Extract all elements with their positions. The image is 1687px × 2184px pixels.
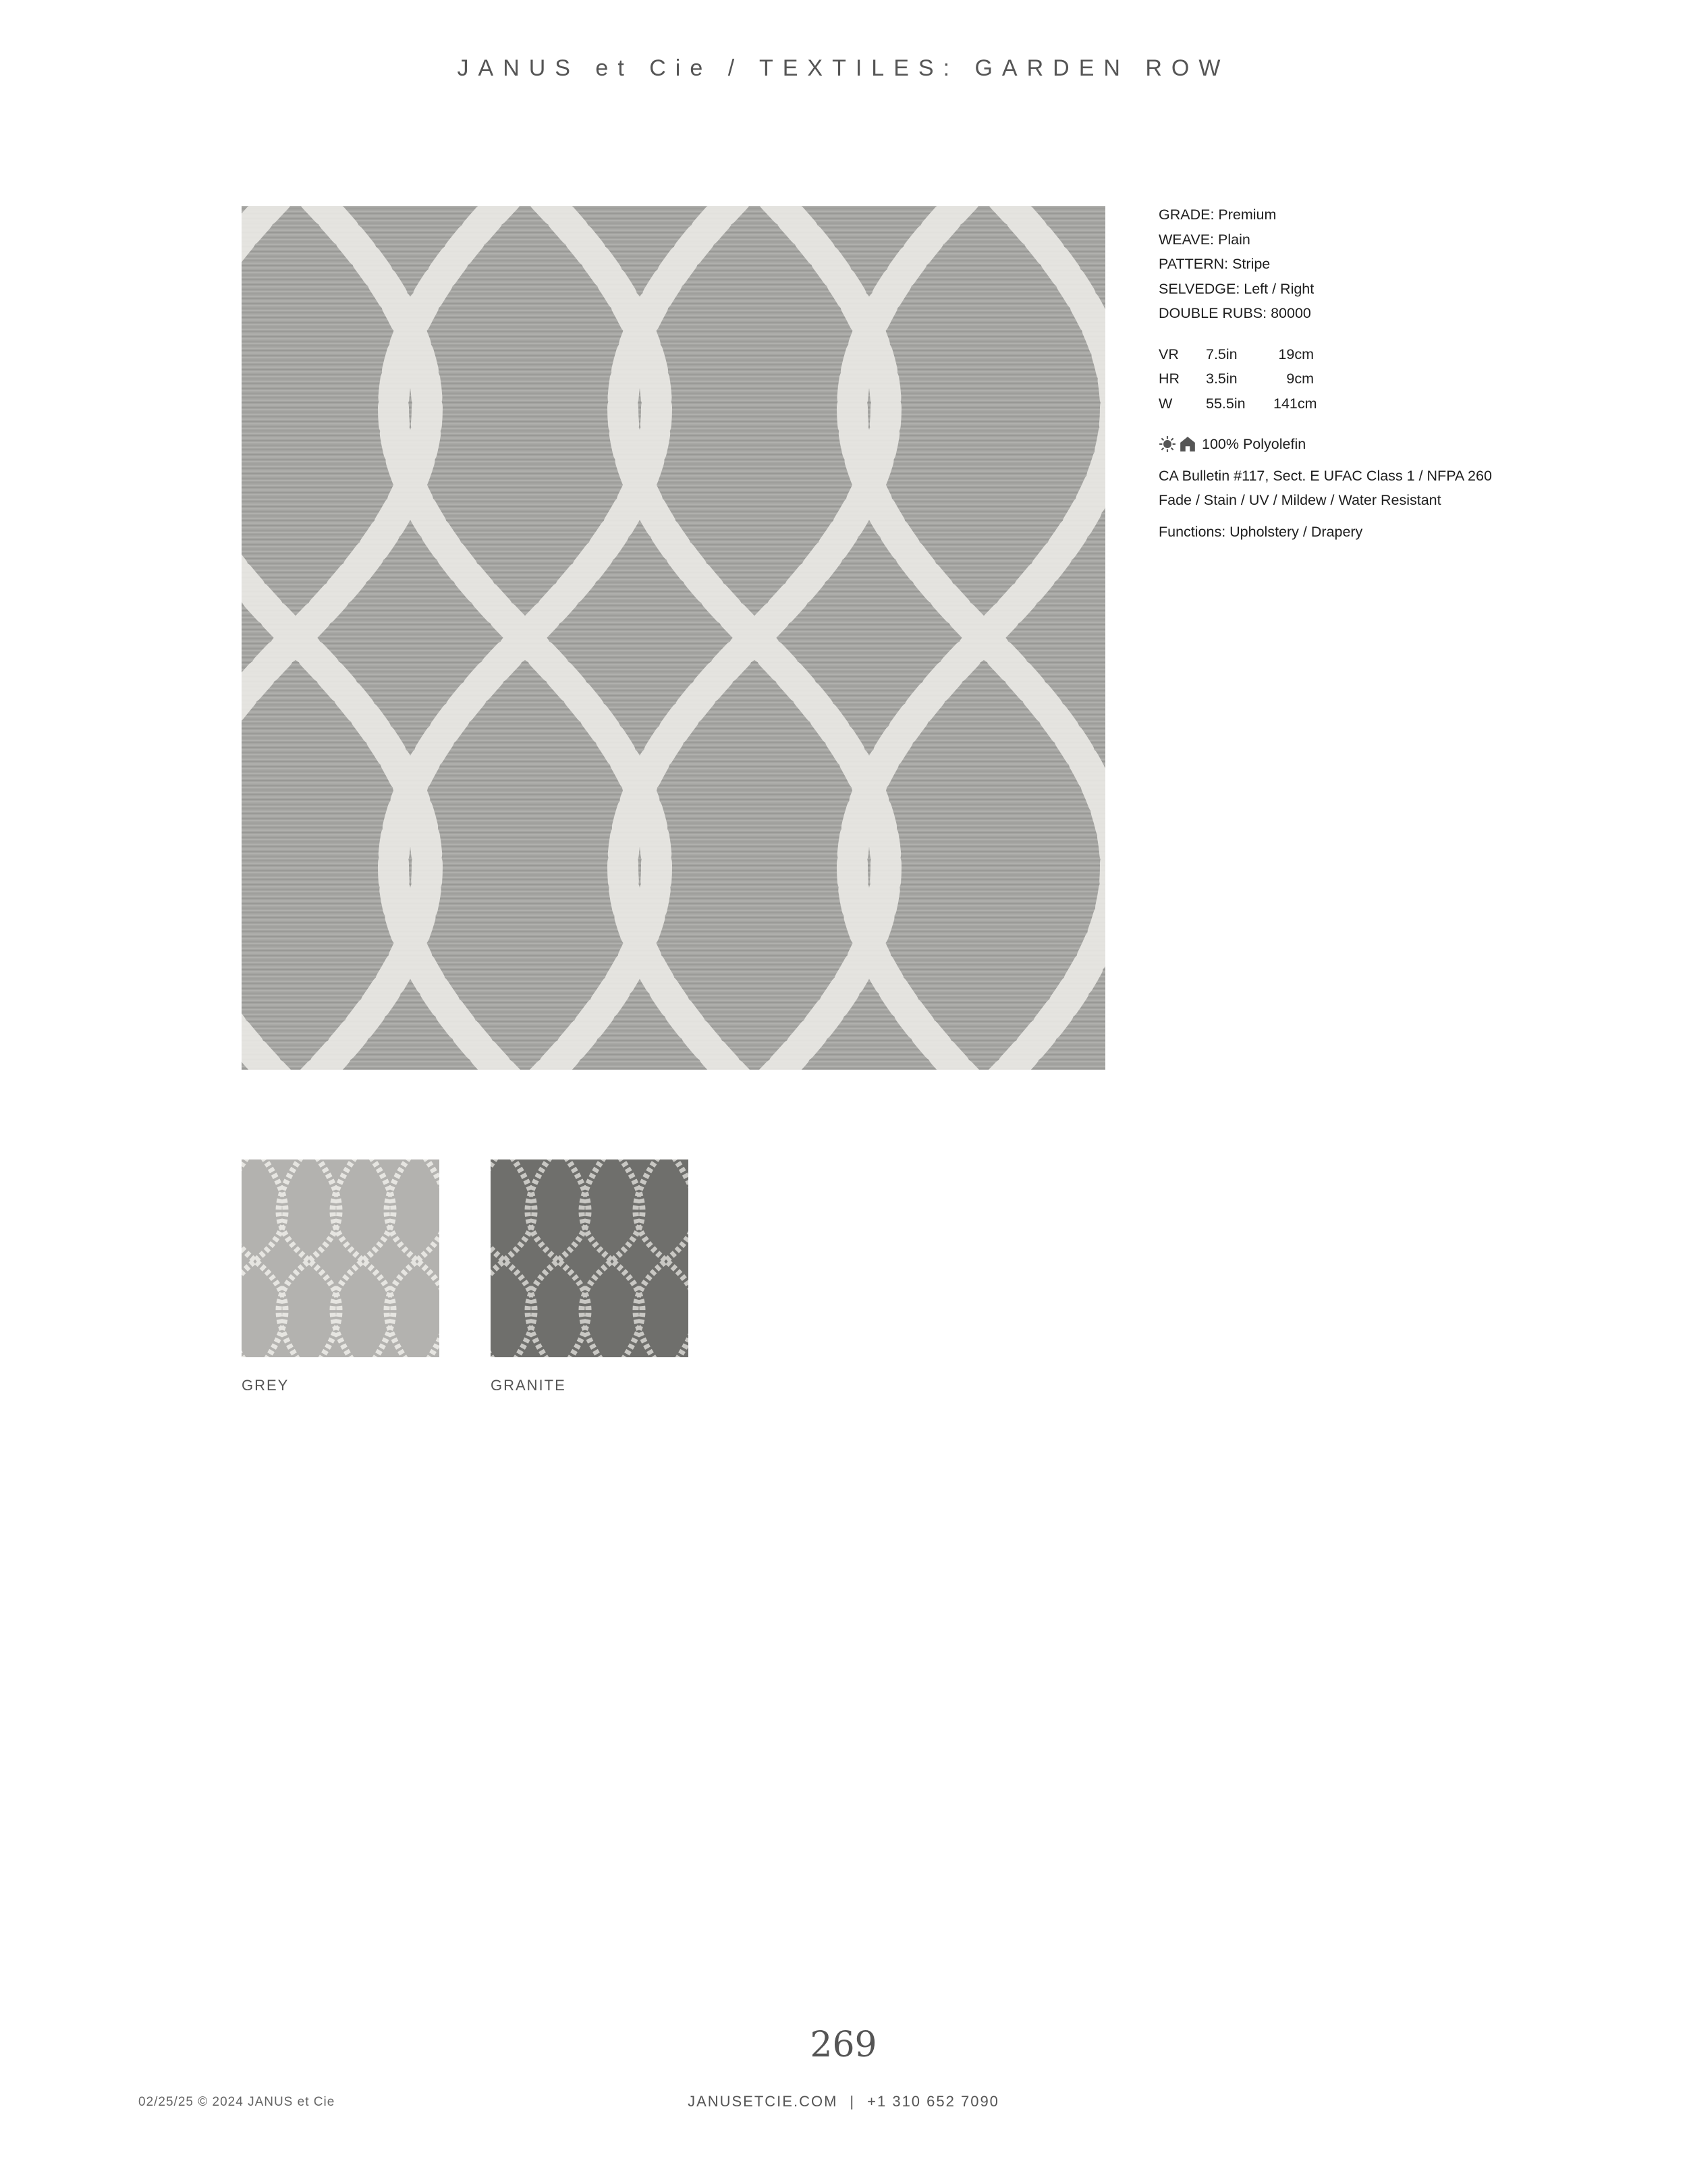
- dimension-row-vr: [1159, 342, 1631, 367]
- spec-double-rubs: DOUBLE RUBS: 80000: [1159, 305, 1311, 321]
- page-number: 269: [810, 2025, 877, 2065]
- fiber-content: 100% Polyolefin: [1202, 436, 1306, 452]
- dimension-inches: 7.5in: [1206, 346, 1238, 362]
- dimension-row-w: [1159, 391, 1631, 416]
- dimension-label: HR: [1159, 371, 1180, 387]
- home-icon: [1179, 435, 1196, 453]
- dimension-cm: 19cm: [1278, 346, 1314, 362]
- spec-pattern: PATTERN: Stripe: [1159, 256, 1271, 272]
- phone-number[interactable]: +1 310 652 7090: [867, 2093, 999, 2110]
- fiber-content-row: [1159, 432, 1631, 457]
- dimension-row-hr: [1159, 366, 1631, 391]
- website-link[interactable]: JANUSETCIE.COM: [688, 2093, 838, 2110]
- dimension-label: W: [1159, 395, 1173, 412]
- dimension-cm: 9cm: [1286, 371, 1314, 387]
- dimension-inches: 55.5in: [1206, 395, 1246, 412]
- swatch-granite[interactable]: [491, 1159, 688, 1357]
- swatch-label-grey: GREY: [242, 1377, 289, 1394]
- dimension-label: VR: [1159, 346, 1179, 362]
- fabric-hero-image: [242, 206, 1105, 1070]
- dimension-cm: 141cm: [1273, 395, 1317, 412]
- functions: Functions: Upholstery / Drapery: [1159, 523, 1363, 540]
- resistance: Fade / Stain / UV / Mildew / Water Resistant: [1159, 492, 1441, 508]
- care-icons: [1159, 435, 1196, 453]
- dimension-inches: 3.5in: [1206, 371, 1238, 387]
- spec-panel: [1159, 202, 1631, 544]
- footer-date-copyright: 02/25/25 © 2024 JANUS et Cie: [138, 2095, 335, 2109]
- footer-contact: [0, 2093, 1687, 2110]
- spec-selvedge: SELVEDGE: Left / Right: [1159, 280, 1315, 297]
- sun-icon: [1159, 435, 1176, 453]
- certification: CA Bulletin #117, Sect. E UFAC Class 1 / NFPA 260: [1159, 467, 1492, 484]
- page-header-title: JANUS et Cie / TEXTILES: GARDEN ROW: [457, 55, 1230, 81]
- spec-weave: WEAVE: Plain: [1159, 231, 1250, 248]
- footer-separator: |: [850, 2093, 856, 2110]
- swatch-label-granite: GRANITE: [491, 1377, 566, 1394]
- spec-grade: GRADE: Premium: [1159, 207, 1277, 223]
- swatch-grey[interactable]: [242, 1159, 439, 1357]
